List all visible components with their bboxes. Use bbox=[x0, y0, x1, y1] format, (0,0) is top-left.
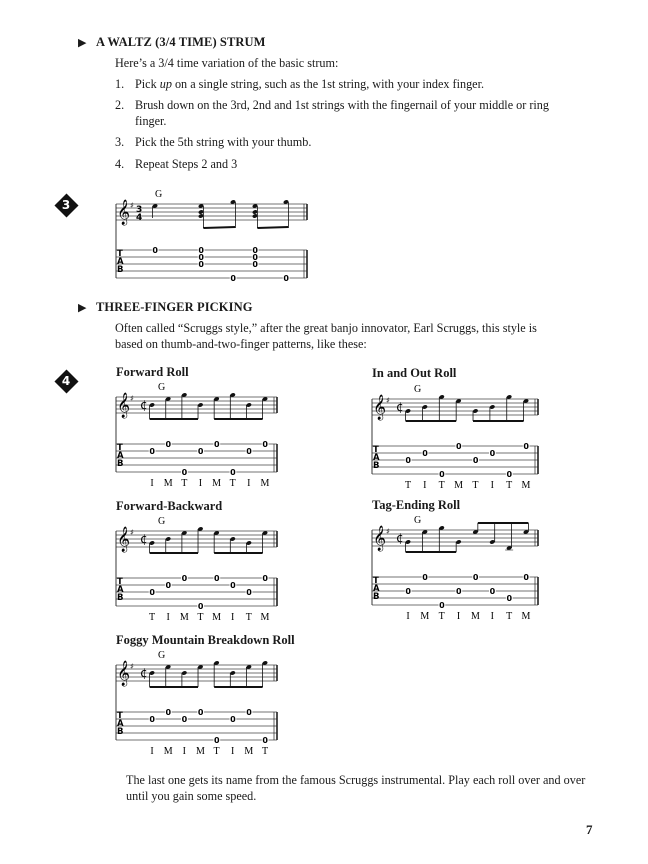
finger-label: M bbox=[260, 478, 270, 489]
tab-fret-number: 0 bbox=[213, 440, 220, 449]
finger-label: I bbox=[198, 478, 203, 489]
tab-fret-number: 0 bbox=[523, 442, 529, 451]
finger-label: I bbox=[423, 480, 427, 491]
tab-fret-number: 0 bbox=[405, 587, 411, 596]
finger-label: T bbox=[197, 612, 204, 623]
finger-label: M bbox=[470, 611, 480, 622]
example-forward-roll bbox=[100, 379, 285, 491]
step-emphasis: up bbox=[159, 77, 172, 91]
example-title: In and Out Roll bbox=[372, 366, 457, 380]
treble-clef-icon: 𝄞 bbox=[117, 200, 131, 225]
finger-label: M bbox=[420, 611, 430, 622]
tab-fret-number: 0 bbox=[165, 708, 172, 717]
tab-clef-letter: T bbox=[117, 577, 123, 587]
example-badge-4 bbox=[53, 368, 79, 394]
finger-label: T bbox=[506, 611, 513, 622]
example-title: Tag-Ending Roll bbox=[372, 498, 461, 512]
notation-tag-ending-roll bbox=[356, 512, 546, 624]
finger-label: I bbox=[182, 746, 186, 757]
example-badge-3 bbox=[53, 192, 79, 218]
sharp-icon: ♯ bbox=[130, 394, 134, 403]
notation-forward-roll bbox=[100, 379, 285, 491]
notation-waltz bbox=[100, 186, 315, 286]
cut-time-icon: ¢ bbox=[140, 532, 148, 546]
tab-fret-number: 0 bbox=[506, 594, 513, 603]
step-number: 4. bbox=[115, 157, 125, 171]
finger-label: I bbox=[166, 612, 170, 623]
finger-label: I bbox=[231, 746, 235, 757]
tab-fret-number: 0 bbox=[198, 260, 204, 269]
treble-clef-icon: 𝄞 bbox=[373, 395, 387, 420]
finger-label: I bbox=[150, 746, 154, 757]
step-number: 3. bbox=[115, 135, 125, 149]
example-title: Forward-Backward bbox=[116, 499, 223, 513]
finger-label: T bbox=[506, 480, 513, 491]
finger-label: I bbox=[247, 478, 251, 489]
tab-fret-number: 0 bbox=[213, 574, 220, 583]
cut-time-icon: ¢ bbox=[140, 666, 148, 680]
tab-fret-number: 0 bbox=[197, 602, 204, 611]
tab-fret-number: 0 bbox=[181, 715, 188, 724]
finger-label: T bbox=[261, 746, 269, 757]
time-signature-top: 3 bbox=[136, 205, 143, 215]
tab-clef-letter: T bbox=[117, 711, 123, 721]
finger-label: M bbox=[212, 478, 222, 489]
cut-time-icon: ¢ bbox=[396, 531, 404, 545]
tab-fret-number: 0 bbox=[262, 736, 268, 745]
tab-fret-number: 0 bbox=[149, 588, 155, 597]
tab-fret-number: 0 bbox=[197, 708, 204, 717]
chord-symbol: G bbox=[414, 384, 422, 395]
tab-fret-number: 0 bbox=[246, 447, 252, 456]
example-foggy-mountain-roll bbox=[100, 647, 285, 759]
section-bullet-icon: ▶ bbox=[78, 302, 87, 314]
tab-clef-letter: A bbox=[117, 451, 124, 461]
finger-label: T bbox=[213, 746, 220, 757]
finger-label: T bbox=[245, 612, 252, 623]
tab-fret-number: 0 bbox=[523, 573, 529, 582]
chord-symbol: G bbox=[155, 189, 163, 200]
notation-forward-backward bbox=[100, 513, 285, 625]
chord-symbol: G bbox=[158, 650, 166, 661]
tab-fret-number: 0 bbox=[472, 573, 479, 582]
tab-fret-number: 0 bbox=[262, 440, 268, 449]
cut-time-icon: ¢ bbox=[140, 398, 148, 412]
tab-fret-number: 0 bbox=[181, 468, 188, 477]
tab-fret-number: 0 bbox=[149, 715, 155, 724]
finger-label: T bbox=[438, 480, 445, 491]
step-number: 1. bbox=[115, 77, 125, 91]
finger-label: M bbox=[163, 746, 173, 757]
tab-clef-letter: A bbox=[373, 453, 380, 463]
tab-fret-number: 0 bbox=[455, 587, 462, 596]
section-heading-picking: THREE-FINGER PICKING bbox=[96, 300, 253, 314]
example-tag-ending-roll bbox=[356, 512, 546, 624]
page-number: 7 bbox=[586, 822, 593, 837]
tab-fret-number: 0 bbox=[181, 574, 188, 583]
tab-fret-number: 0 bbox=[405, 456, 411, 465]
tab-fret-number: 0 bbox=[422, 573, 428, 582]
tab-clef-letter: A bbox=[117, 585, 124, 595]
finger-label: M bbox=[244, 746, 254, 757]
tab-fret-number: 0 bbox=[165, 440, 172, 449]
tab-clef-letter: T bbox=[117, 443, 123, 453]
cut-time-icon: ¢ bbox=[396, 400, 404, 414]
finger-label: M bbox=[195, 746, 205, 757]
tab-fret-number: 0 bbox=[230, 581, 236, 590]
closing-paragraph: The last one gets its name from the famous Scruggs instrumental. Play each roll over and over until you gain some speed. bbox=[126, 773, 586, 803]
finger-label: I bbox=[231, 612, 235, 623]
tab-fret-number: 0 bbox=[246, 588, 252, 597]
step-number: 2. bbox=[115, 98, 125, 112]
tab-fret-number: 0 bbox=[197, 447, 204, 456]
treble-clef-icon: 𝄞 bbox=[117, 527, 131, 552]
tab-fret-number: 0 bbox=[252, 253, 258, 262]
finger-label: T bbox=[229, 478, 236, 489]
finger-label: T bbox=[404, 480, 412, 491]
tab-clef-letter: B bbox=[117, 727, 124, 737]
tab-clef-letter: A bbox=[117, 719, 124, 729]
badge-number: 4 bbox=[61, 374, 71, 388]
finger-label: M bbox=[179, 612, 189, 623]
tab-clef-letter: T bbox=[373, 445, 379, 455]
picking-intro: Often called “Scruggs style,” after the great banjo innovator, Earl Scruggs, this style is based on thumb-and-two-finger patterns, like these: bbox=[115, 321, 537, 351]
tab-fret-number: 0 bbox=[506, 470, 513, 479]
badge-number: 3 bbox=[61, 198, 71, 212]
tab-fret-number: 0 bbox=[152, 246, 158, 255]
notation-foggy-mountain-roll bbox=[100, 647, 285, 759]
tab-clef-letter: T bbox=[117, 249, 123, 259]
tab-fret-number: 0 bbox=[455, 442, 462, 451]
tab-fret-number: 0 bbox=[198, 253, 204, 262]
finger-label: I bbox=[150, 478, 154, 489]
example-title: Foggy Mountain Breakdown Roll bbox=[116, 633, 295, 647]
finger-label: M bbox=[163, 478, 173, 489]
chord-symbol: G bbox=[414, 515, 422, 526]
tab-fret-number: 0 bbox=[230, 468, 236, 477]
finger-label: I bbox=[406, 611, 410, 622]
finger-label: I bbox=[490, 480, 494, 491]
finger-label: M bbox=[521, 611, 531, 622]
waltz-steps bbox=[115, 76, 565, 186]
time-signature-bottom: 4 bbox=[136, 213, 143, 223]
sharp-icon: ♯ bbox=[386, 527, 390, 536]
sharp-icon: ♯ bbox=[130, 201, 134, 210]
example-waltz bbox=[100, 186, 315, 286]
tab-fret-number: 0 bbox=[472, 456, 479, 465]
chord-symbol: G bbox=[158, 382, 166, 393]
example-title: Forward Roll bbox=[116, 365, 189, 379]
treble-clef-icon: 𝄞 bbox=[117, 661, 131, 686]
section-heading-waltz: A WALTZ (3/4 TIME) STRUM bbox=[96, 35, 266, 49]
tab-fret-number: 0 bbox=[262, 574, 268, 583]
tab-fret-number: 0 bbox=[489, 587, 496, 596]
waltz-intro: Here’s a 3/4 time variation of the basic strum: bbox=[115, 56, 339, 70]
step-text: Pick bbox=[135, 77, 160, 91]
tab-fret-number: 0 bbox=[230, 274, 236, 283]
tab-fret-number: 0 bbox=[213, 736, 220, 745]
section-bullet-icon: ▶ bbox=[78, 37, 87, 49]
finger-label: T bbox=[181, 478, 188, 489]
tab-fret-number: 0 bbox=[439, 470, 445, 479]
tab-fret-number: 0 bbox=[165, 581, 172, 590]
beam bbox=[203, 227, 235, 228]
tab-fret-number: 0 bbox=[422, 449, 428, 458]
finger-label: M bbox=[521, 480, 531, 491]
finger-label: T bbox=[148, 612, 156, 623]
beam bbox=[257, 227, 288, 228]
tab-clef-letter: B bbox=[373, 592, 380, 602]
tab-fret-number: 0 bbox=[252, 260, 258, 269]
tab-fret-number: 0 bbox=[149, 447, 155, 456]
step-text: Repeat Steps 2 and 3 bbox=[135, 157, 238, 171]
finger-label: I bbox=[490, 611, 494, 622]
tab-clef-letter: B bbox=[117, 593, 124, 603]
tab-fret-number: 0 bbox=[439, 601, 445, 610]
example-forward-backward bbox=[100, 513, 285, 625]
step-text: on a single string, such as the 1st string, with your index finger. bbox=[171, 77, 485, 91]
tab-fret-number: 0 bbox=[489, 449, 496, 458]
tab-fret-number: 0 bbox=[230, 715, 236, 724]
tab-fret-number: 0 bbox=[246, 708, 252, 717]
finger-label: M bbox=[454, 480, 464, 491]
tab-clef-letter: B bbox=[117, 459, 124, 469]
notation-in-and-out-roll bbox=[356, 381, 546, 493]
tab-clef-letter: B bbox=[117, 265, 124, 275]
tab-fret-number: 0 bbox=[283, 274, 289, 283]
sharp-icon: ♯ bbox=[386, 396, 390, 405]
tab-fret-number: 0 bbox=[198, 246, 204, 255]
treble-clef-icon: 𝄞 bbox=[373, 526, 387, 551]
sharp-icon: ♯ bbox=[130, 662, 134, 671]
step-text: Brush down on the 3rd, 2nd and 1st strings with the fingernail of your middle or ring finger. bbox=[135, 98, 549, 128]
example-in-and-out-roll bbox=[356, 381, 546, 493]
finger-label: T bbox=[472, 480, 479, 491]
sharp-icon: ♯ bbox=[130, 528, 134, 537]
step-text: Pick the 5th string with your thumb. bbox=[135, 135, 312, 149]
tab-clef-letter: A bbox=[373, 584, 380, 594]
tab-clef-letter: B bbox=[373, 461, 380, 471]
finger-label: T bbox=[438, 611, 445, 622]
tab-fret-number: 0 bbox=[252, 246, 258, 255]
finger-label: I bbox=[456, 611, 461, 622]
finger-label: M bbox=[212, 612, 222, 623]
treble-clef-icon: 𝄞 bbox=[117, 393, 131, 418]
tab-clef-letter: T bbox=[373, 576, 379, 586]
finger-label: M bbox=[260, 612, 270, 623]
tab-clef-letter: A bbox=[117, 257, 124, 267]
chord-symbol: G bbox=[158, 516, 166, 527]
